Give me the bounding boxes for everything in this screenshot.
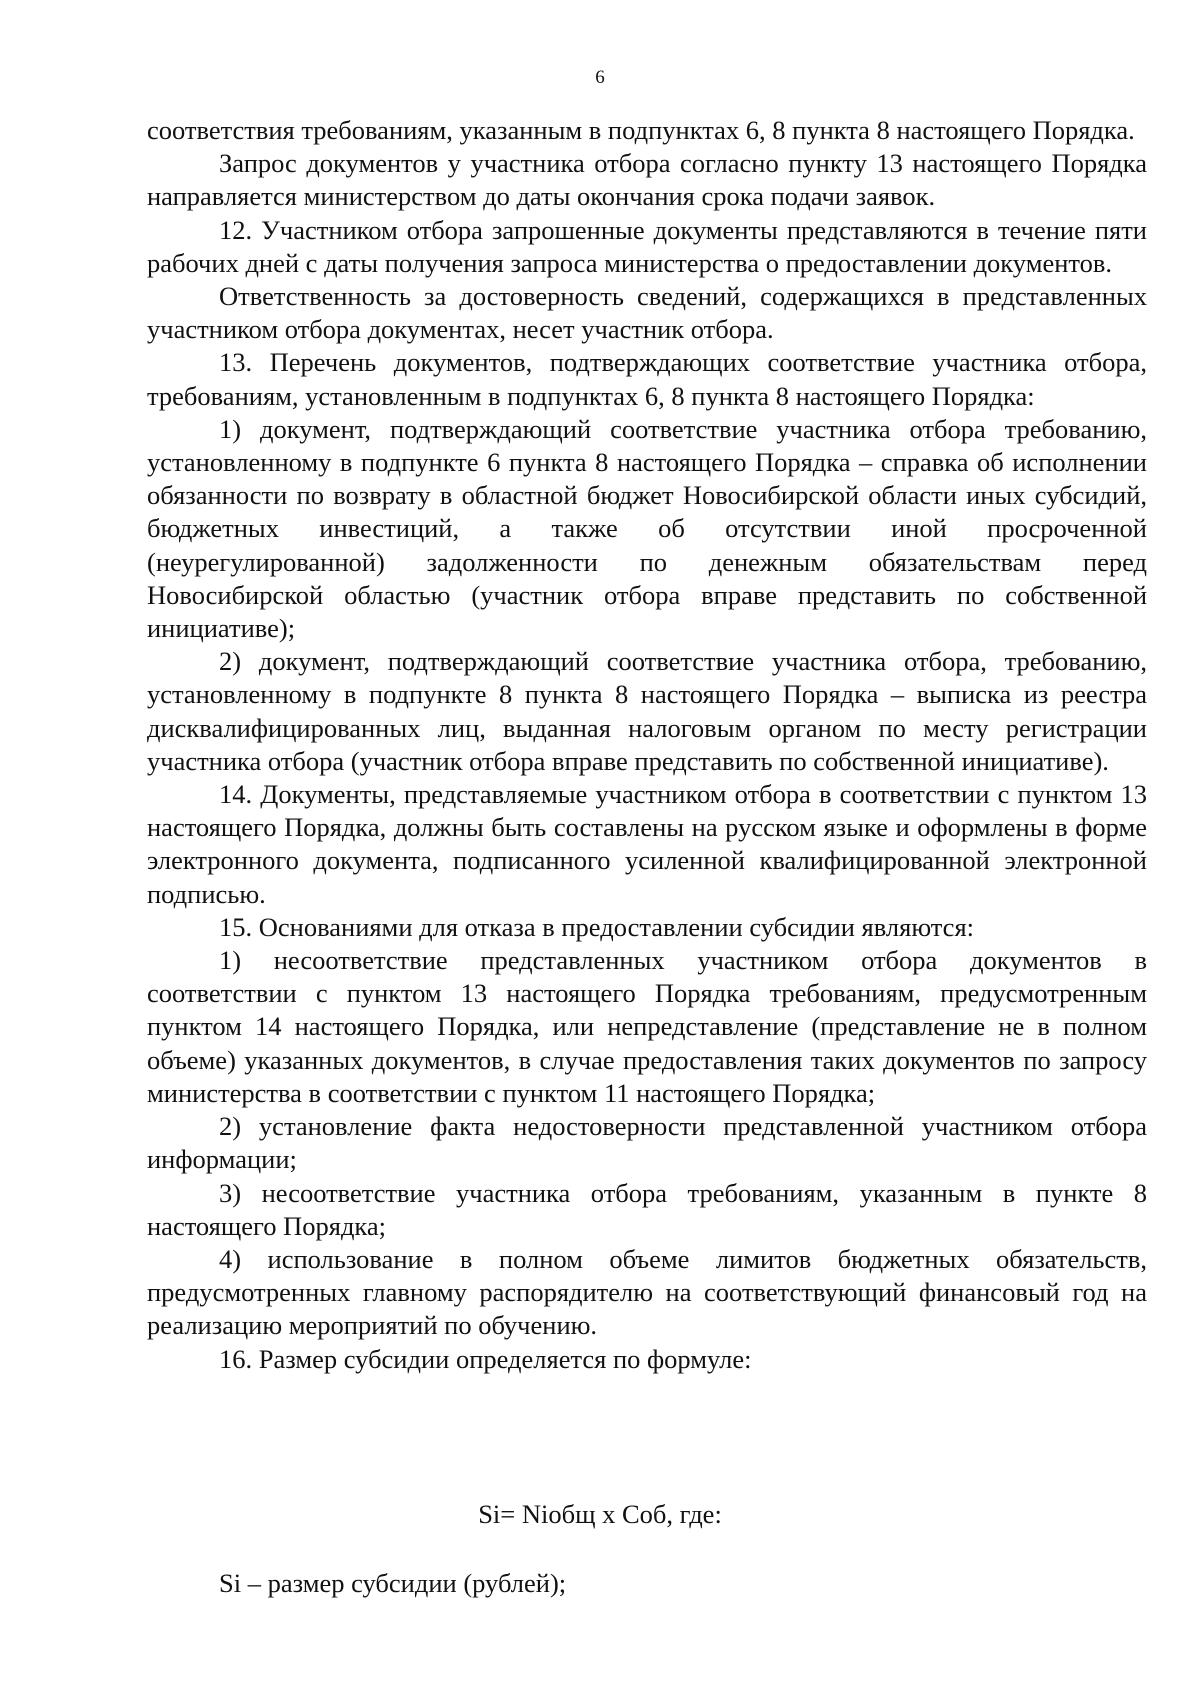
subsidy-formula: Si= Niобщ x Cоб, где: xyxy=(478,1499,722,1529)
page-number: 6 xyxy=(595,67,605,88)
paragraph: 12. Участником отбора запрошенные документы представляются в течение пяти рабочих дней с даты получения запроса министерства о предоставлении документов. xyxy=(147,214,1147,278)
paragraph: 1) несоответствие представленных участником отбора документов в соответствии с пунктом 13 настоящего Порядка требованиям, предусмотренным пунктом 14 настоящего Порядка, или непредставление (представление не в полном объеме) указанных документов, в случае предоставления таких документов по запросу министерства в соответствии с пунктом 11 настоящего Порядка; xyxy=(147,945,1147,1108)
paragraph: Запрос документов у участника отбора согласно пункту 13 настоящего Порядка направляется министерством до даты окончания срока подачи заявок. xyxy=(147,148,1147,212)
paragraph: 4) использование в полном объеме лимитов бюджетных обязательств, предусмотренных главному распорядителю на соответствующий финансовый год на реализацию мероприятий по обучению. xyxy=(147,1243,1147,1341)
paragraph: Ответственность за достоверность сведений, содержащихся в представленных участником отбора документах, несет участник отбора. xyxy=(147,281,1147,345)
paragraph: 16. Размер субсидии определяется по формуле: xyxy=(219,1343,752,1374)
formula-definition: Si – размер субсидии (рублей); xyxy=(219,1568,567,1598)
paragraph: 1) документ, подтверждающий соответствие участника отбора требованию, установленному в подпункте 6 пункта 8 настоящего Порядка – справка об исполнении обязанности по возврату в областной бюджет Новосибирской области иных субсидий, бюджетных инвестиций, а также об отсутствии иной просроченной (неурегулированной) задолженности по денежным обязательствам перед Новосибирской областью (участник отбора вправе представить по собственной инициативе); xyxy=(147,413,1147,644)
paragraph: 3) несоответствие участника отбора требованиям, указанным в пункте 8 настоящего Порядка; xyxy=(147,1177,1147,1241)
paragraph: соответствия требованиям, указанным в подпунктах 6, 8 пункта 8 настоящего Порядка. xyxy=(147,115,1135,145)
body-text xyxy=(147,114,1147,1376)
paragraph: 2) документ, подтверждающий соответствие участника отбора, требованию, установленному в подпункте 8 пункта 8 настоящего Порядка – выписка из реестра дисквалифицированных лиц, выданная налоговым органом по месту регистрации участника отбора (участник отбора вправе представить по собственной инициативе). xyxy=(147,646,1147,776)
paragraph: 13. Перечень документов, подтверждающих соответствие участника отбора, требованиям, установленным в подпунктах 6, 8 пункта 8 настоящего Порядка: xyxy=(147,347,1147,411)
paragraph: 14. Документы, представляемые участником отбора в соответствии с пунктом 13 настоящего Порядка, должны быть составлены на русском языке и оформлены в форме электронного документа, подписанного усиленной квалифицированной электронной подписью. xyxy=(147,779,1147,909)
paragraph: 15. Основаниями для отказа в предоставлении субсидии являются: xyxy=(219,911,974,942)
paragraph: 2) установление факта недостоверности представленной участником отбора информации; xyxy=(147,1111,1147,1175)
